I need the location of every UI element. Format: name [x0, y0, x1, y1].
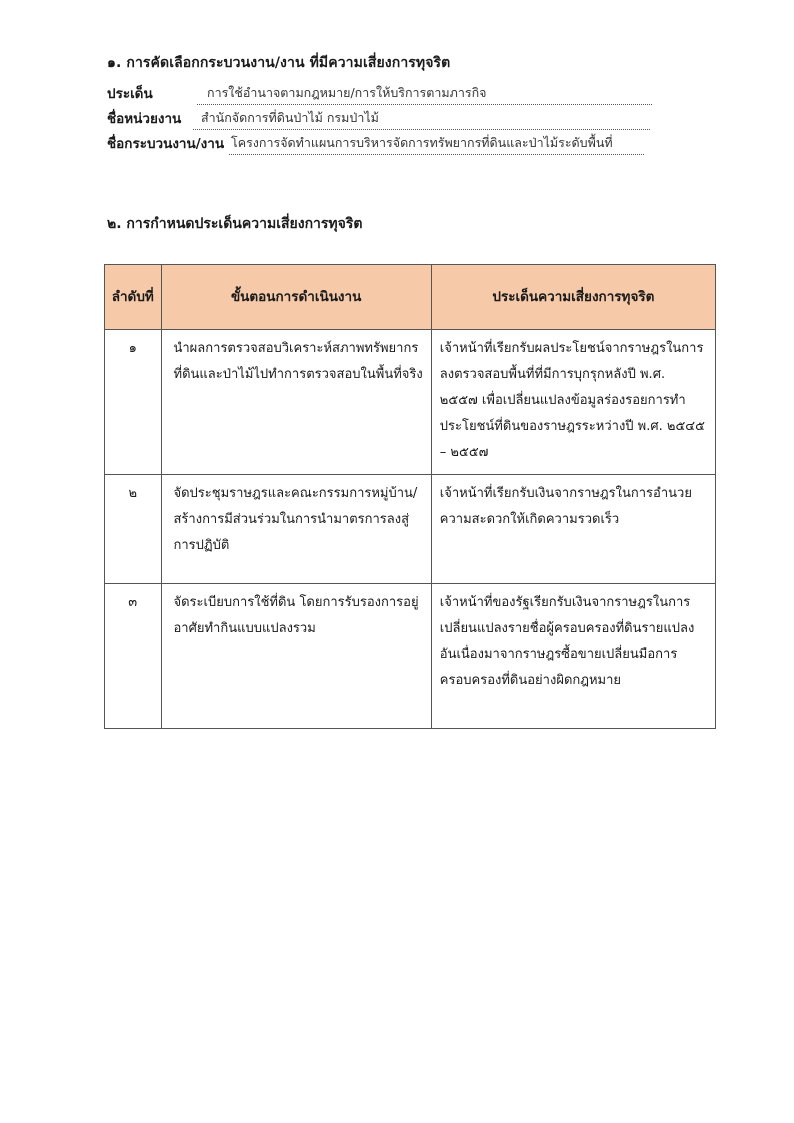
row-risk: เจ้าหน้าที่ของรัฐเรียกรับเงินจากราษฎรในการเปลี่ยนแปลงรายชื่อผู้ครอบครองที่ดินรายแปลงอันเนื่องมาจากราษฎรซื้อขายเปลี่ยนมือการครอบครองที่ดินอย่างผิดกฎหมาย — [431, 584, 715, 729]
issue-label: ประเด็น — [107, 86, 153, 102]
header-risk: ประเด็นความเสี่ยงการทุจริต — [431, 265, 715, 330]
risk-table — [104, 264, 716, 729]
row-number: ๑ — [105, 330, 162, 475]
row-risk: เจ้าหน้าที่เรียกรับเงินจากราษฎรในการอำนวยความสะดวกให้เกิดความรวดเร็ว — [431, 475, 715, 584]
process-value: โครงการจัดทำแผนการบริหารจัดการทรัพยากรที่ดินและป่าไม้ระดับพื้นที่ — [229, 133, 644, 155]
row-step: นำผลการตรวจสอบวิเคราะห์สภาพทรัพยากรที่ดินและป่าไม้ไปทำการตรวจสอบในพื้นที่จริง — [161, 330, 431, 475]
row-number: ๒ — [105, 475, 162, 584]
row-number: ๓ — [105, 584, 162, 729]
table-row — [105, 330, 716, 475]
issue-value: การใช้อำนาจตามกฎหมาย/การให้บริการตามภารกิจ — [197, 83, 652, 105]
header-no: ลำดับที่ — [105, 265, 162, 330]
row-risk: เจ้าหน้าที่เรียกรับผลประโยชน์จากราษฎรในการลงตรวจสอบพื้นที่ที่มีการบุกรุกหลังปี พ.ศ. ๒๕๕๗ เพื่อเปลี่ยนแปลงข้อมูลร่องรอยการทำประโยชน์ที่ดินของราษฎรระหว่างปี พ.ศ. ๒๕๔๕ – ๒๕๕๗ — [431, 330, 715, 475]
table-row — [105, 584, 716, 729]
header-step: ขั้นตอนการดำเนินงาน — [161, 265, 431, 330]
row-step: จัดระเบียบการใช้ที่ดิน โดยการรับรองการอยู่อาศัยทำกินแบบแปลงรวม — [161, 584, 431, 729]
agency-value: สำนักจัดการที่ดินป่าไม้ กรมป่าไม้ — [193, 108, 650, 130]
row-step: จัดประชุมราษฎรและคณะกรรมการหมู่บ้าน/สร้างการมีส่วนร่วมในการนำมาตรการลงสู่การปฏิบัติ — [161, 475, 431, 584]
section2-title: ๒. การกำหนดประเด็นความเสี่ยงการทุจริต — [107, 216, 363, 232]
agency-label: ชื่อหน่วยงาน — [107, 111, 182, 127]
section1-title: ๑. การคัดเลือกกระบวนงาน/งาน ที่มีความเสี่ยงการทุจริต — [107, 55, 451, 71]
table-row — [105, 475, 716, 584]
process-label: ชื่อกระบวนงาน/งาน — [107, 136, 225, 152]
table-header-row — [105, 265, 716, 330]
